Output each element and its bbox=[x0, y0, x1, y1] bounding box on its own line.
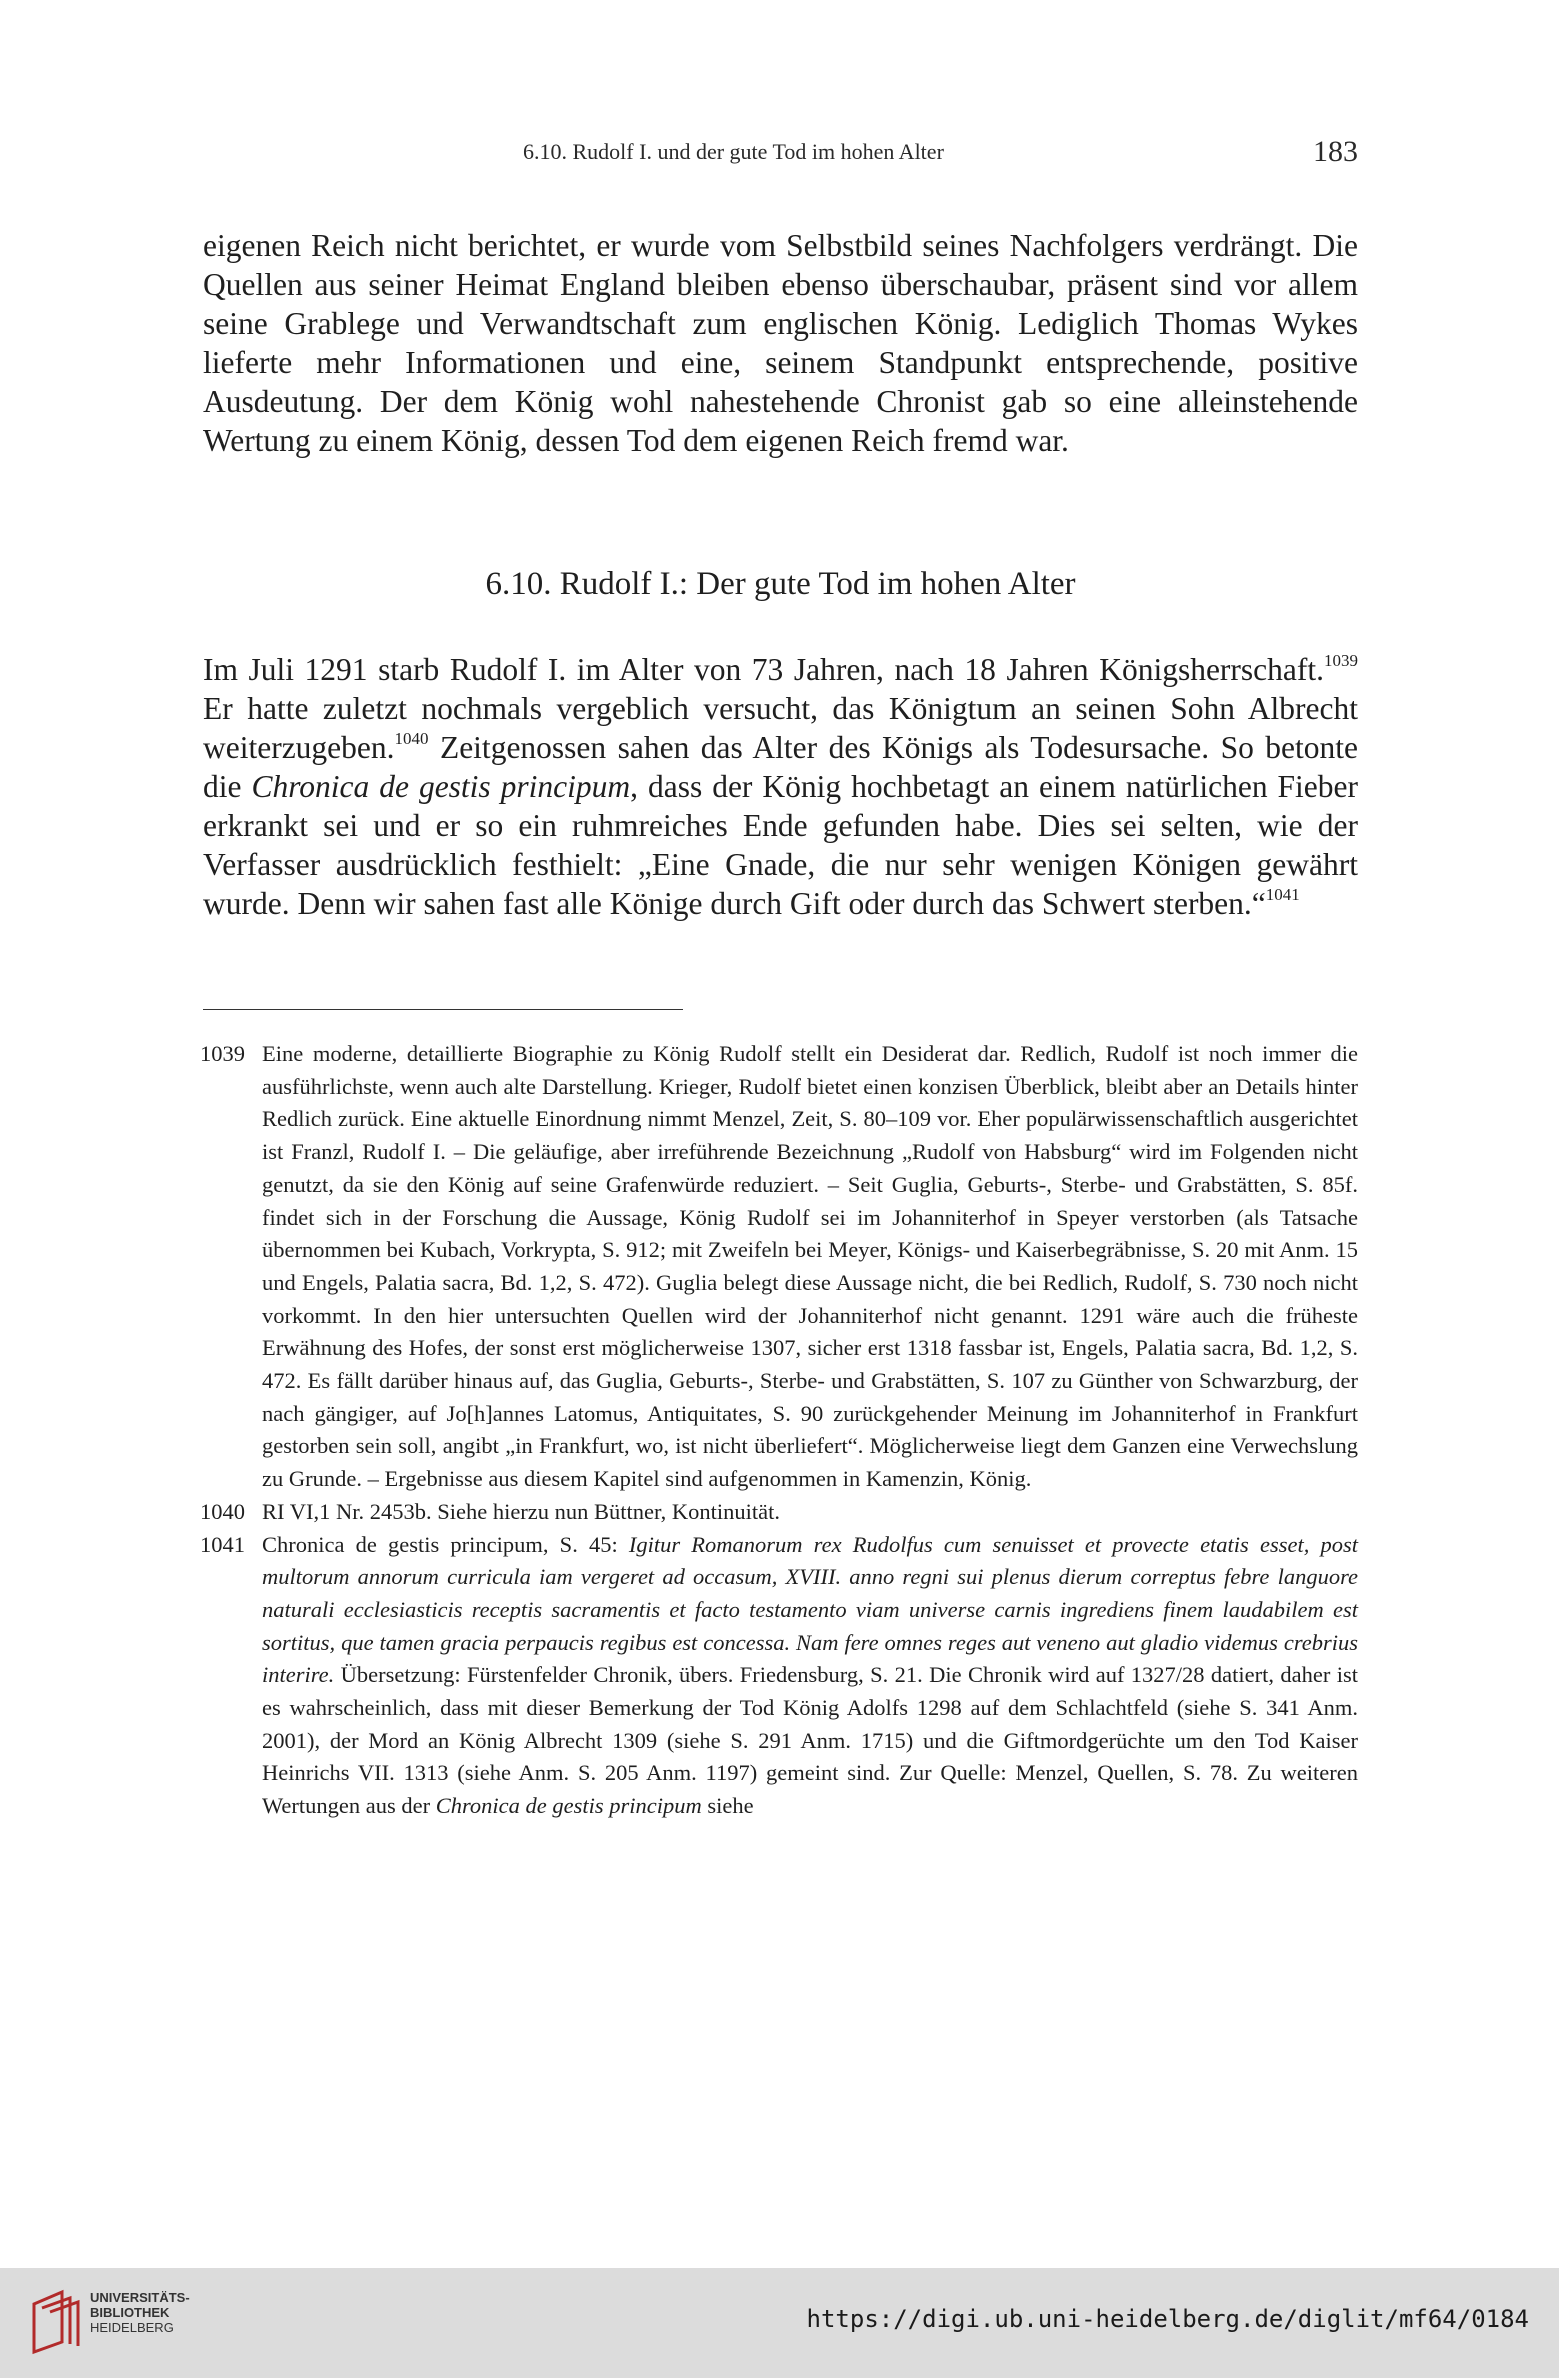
footnote-source-title: Chronica de gestis principum bbox=[435, 1793, 702, 1819]
running-head bbox=[203, 135, 1358, 175]
footnote-number: 1041 bbox=[200, 1531, 245, 1557]
footnote-ref-1040[interactable]: 1040 bbox=[394, 729, 429, 748]
source-url-link[interactable]: https://digi.ub.uni-heidelberg.de/diglit/mf64/0184 bbox=[806, 2305, 1529, 2333]
footnote-tail: siehe bbox=[701, 1793, 754, 1819]
footnote-number: 1039 bbox=[200, 1041, 245, 1066]
footnote-1041 bbox=[200, 1529, 1358, 1823]
footnote-text: RI VI,1 Nr. 2453b. Siehe hierzu nun Büttner, Kontinuität. bbox=[262, 1498, 780, 1524]
logo-line-2: BIBLIOTHEK bbox=[90, 2305, 170, 2320]
footnote-text: Übersetzung: Fürstenfelder Chronik, übers. Friedensburg, S. 21. Die Chronik wird auf 1327/28 datiert, daher ist es wahrscheinlich, dass mit dieser Bemerkung der Tod König Adolfs 1298 auf dem Schlachtfeld (siehe S. 341 Anm. 2001), der Mord an König Albrecht 1309 (siehe S. 291 Anm. 1715) und die Giftmordgerüchte um den Tod Kaiser Heinrichs VII. 1313 (siehe Anm. S. 205 Anm. 1197) gemeint sind. Zur Quelle: Menzel, Quellen, S. 78. Zu weiteren Wertungen aus der bbox=[262, 1662, 1358, 1819]
section-heading: 6.10. Rudolf I.: Der gute Tod im hohen Alter bbox=[485, 566, 1076, 602]
page-number: 183 bbox=[1313, 135, 1358, 168]
library-logo-icon bbox=[28, 2286, 88, 2356]
logo-line-1: UNIVERSITÄTS- bbox=[90, 2290, 190, 2305]
logo-line-3: HEIDELBERG bbox=[90, 2320, 174, 2335]
footnote-divider bbox=[203, 1009, 683, 1010]
para2-source-title: Chronica de gestis principum bbox=[251, 769, 631, 804]
footnote-1039 bbox=[200, 1038, 1358, 1496]
library-logo-text bbox=[90, 2290, 190, 2335]
para2-sentence-2: Er hatte zuletzt nochmals vergeblich versucht, das Königtum an seinen Sohn Albrecht weiterzugeben. bbox=[203, 691, 1358, 765]
footnote-1040 bbox=[200, 1496, 1358, 1529]
para2-sentence-4: , dass der König hochbetagt an einem natürlichen Fieber erkrankt sei und er so ein ruhmreiches Ende gefunden habe. Dies sei selten, wie der Verfasser ausdrücklich festhielt: „Eine Gnade, die nur sehr wenigen Königen gewährt wurde. Denn wir sahen fast alle Könige durch Gift oder durch das Schwert sterben.“ bbox=[203, 769, 1359, 921]
footnote-ref-1041[interactable]: 1041 bbox=[1265, 885, 1300, 904]
para2-sentence-3: Zeitgenossen sahen das Alter des Königs als Todesursache. So betonte die bbox=[203, 730, 1358, 804]
footnote-text: Eine moderne, detaillierte Biographie zu König Rudolf stellt ein Desiderat dar. Redlich, Rudolf ist noch immer die ausführlichste, wenn auch alte Darstellung. Krieger, Rudolf bietet einen konzisen Überblick, bleibt aber an Details hinter Redlich zurück. Eine aktuelle Einordnung nimmt Menzel, Zeit, S. 80–109 vor. Eher populärwissenschaftlich ausgerichtet ist Franzl, Rudolf I. – Die geläufige, aber irreführende Bezeichnung „Rudolf von Habsburg“ wird im Folgenden nicht genutzt, da sie den König auf seine Grafenwürde reduziert. – Seit Guglia, Geburts-, Sterbe- und Grabstätten, S. 85f. findet sich in der Forschung die Aussage, König Rudolf sei im Johanniterhof in Speyer verstorben (als Tatsache übernommen bei Kubach, Vorkrypta, S. 912; mit Zweifeln bei Meyer, Königs- und Kaiserbegräbnisse, S. 20 mit Anm. 15 und Engels, Palatia sacra, Bd. 1,2, S. 472). Guglia belegt diese Aussage nicht, die bei Redlich, Rudolf, S. 730 noch nicht vorkommt. In den hier untersuchten Quellen wird der Johanniterhof nicht genannt. 1291 wäre auch die früheste Erwähnung des Hofes, der sonst erst möglicherweise 1307, sicher erst 1318 fassbar ist, Engels, Palatia sacra, Bd. 1,2, S. 472. Es fällt darüber hinaus auf, das Guglia, Geburts-, Sterbe- und Grabstätten, S. 107 zu Günther von Schwarzburg, der nach gängiger, auf Jo[h]annes Latomus, Antiquitates, S. 90 zurückgehender Meinung im Johanniterhof in Frankfurt gestorben sein soll, angibt „in Frankfurt, wo, ist nicht überliefert“. Möglicherweise liegt dem Ganzen eine Verwechslung zu Grunde. – Ergebnisse aus diesem Kapitel sind aufgenommen in Kamenzin, König. bbox=[262, 1041, 1358, 1492]
footnote-latin-quote: Igitur Romanorum rex Rudolfus cum senuisset et provecte etatis esset, post multorum annorum curricula iam vergeret ad occasum, XVIII. anno regni sui plenus dierum correptus febre languore naturali ecclesiasticis receptis sacramentis et facto testamento viam universe carnis ingrediens finem laudabilem est sortitus, que tamen gracia perpaucis regibus est concessa. Nam fere omnes reges aut veneno aut gladio videmus crebrius interire. bbox=[262, 1531, 1358, 1688]
running-head-title: 6.10. Rudolf I. und der gute Tod im hohen Alter bbox=[523, 139, 944, 164]
footnote-ref-1039[interactable]: 1039 bbox=[1324, 651, 1358, 670]
para2-sentence-1: Im Juli 1291 starb Rudolf I. im Alter von 73 Jahren, nach 18 Jahren Königsherrschaft. bbox=[203, 652, 1324, 687]
footnote-number: 1040 bbox=[200, 1498, 245, 1524]
footnote-lead: Chronica de gestis principum, S. 45: bbox=[262, 1531, 629, 1557]
footnotes bbox=[200, 1038, 1358, 1823]
body-paragraph-2 bbox=[203, 650, 1358, 923]
body-paragraph-1: eigenen Reich nicht berichtet, er wurde vom Selbstbild seines Nachfolgers verdrängt. Die Quellen aus seiner Heimat England bleiben ebenso überschaubar, präsent sind vor allem seine Grablege und Verwandtschaft zum englischen König. Lediglich Thomas Wykes lieferte mehr Informationen und eine, seinem Standpunkt entsprechende, positive Ausdeutung. Der dem König wohl nahestehende Chronist gab so eine alleinstehende Wertung zu einem König, dessen Tod dem eigenen Reich fremd war. bbox=[203, 228, 1358, 458]
